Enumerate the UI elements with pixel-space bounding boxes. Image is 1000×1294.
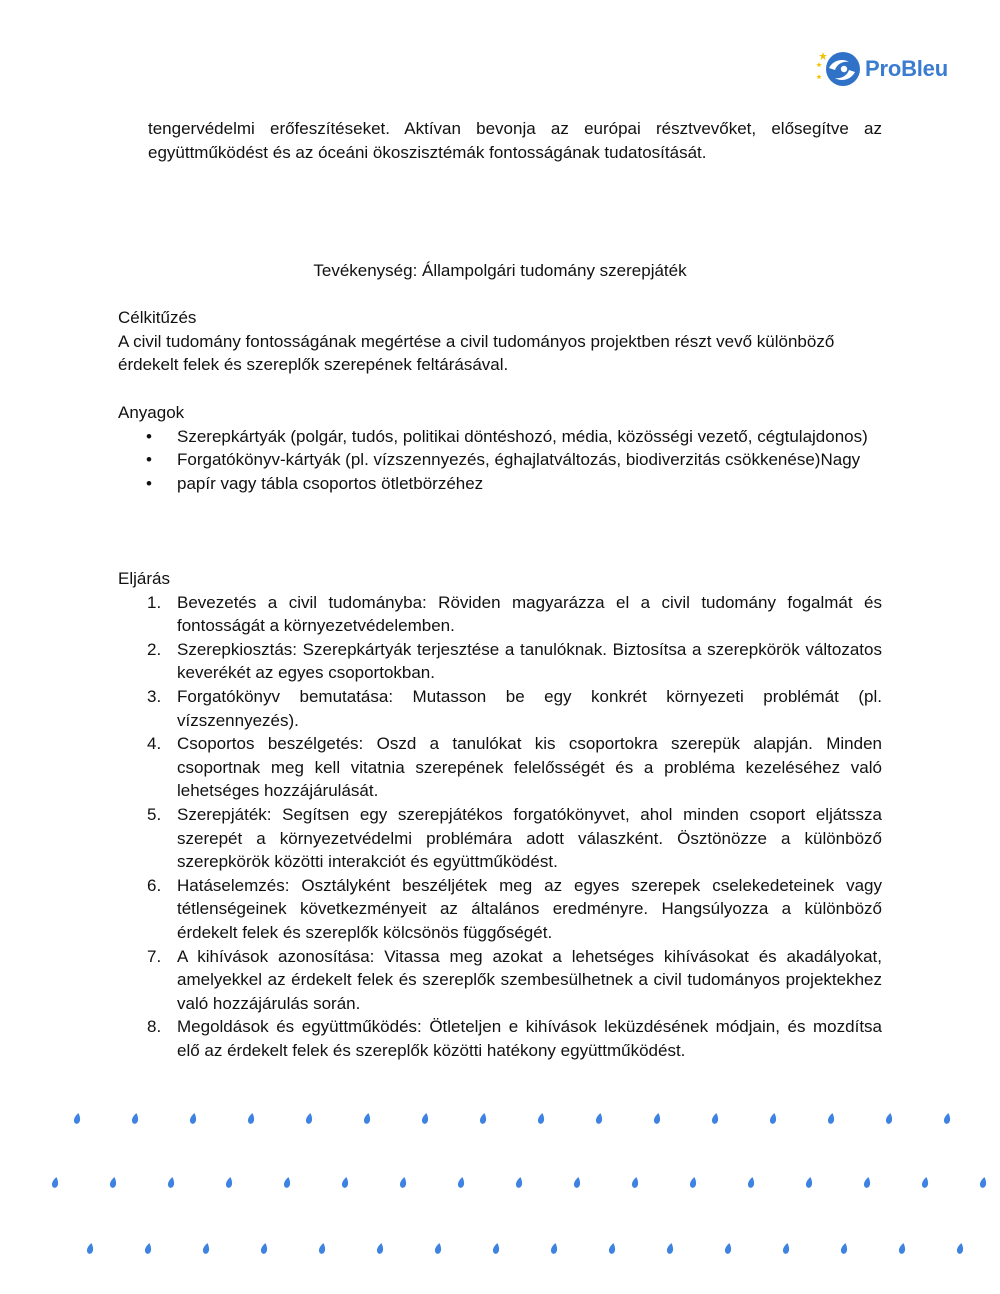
objective-text: A civil tudomány fontosságának megértése a civil tudományos projektben részt vevő különböző érdekelt felek és szereplők szerepének feltárásával.	[118, 331, 835, 375]
procedure-section	[118, 567, 882, 1062]
water-drop-icon	[318, 1243, 326, 1255]
water-drop-icon	[479, 1113, 487, 1125]
water-drop-icon	[666, 1243, 674, 1255]
water-drop-icon	[921, 1177, 929, 1189]
procedure-title: Eljárás	[118, 569, 170, 588]
water-drop-icon	[885, 1113, 893, 1125]
water-drop-icon	[399, 1177, 407, 1189]
water-drop-icon	[225, 1177, 233, 1189]
list-item: 6. Hatáselemzés: Osztályként beszéljétek meg az egyes szerepek cselekedeteinek vagy tétlenségeinek következményeit az általános eredményre. Hangsúlyozza a különböző érdekelt felek és szereplők kölcsönös függőségét.	[147, 875, 882, 942]
activity-title: Tevékenység: Állampolgári tudomány szerepjáték	[313, 261, 687, 280]
bullet-icon: •	[146, 426, 152, 446]
list-item: 2. Szerepkiosztás: Szerepkártyák terjesztése a tanulóknak. Biztosítsa a szerepkörök változatos keverékét az egyes csoportokban.	[147, 639, 882, 683]
logo-text: ProBleu	[865, 56, 948, 82]
intro-paragraph: tengervédelmi erőfeszítéseket. Aktívan bevonja az európai résztvevőket, elősegítve az együttműködést és az óceáni ökoszisztémák fontosságának tudatosítását.	[148, 119, 882, 162]
water-drop-icon	[492, 1243, 500, 1255]
water-drop-icon	[898, 1243, 906, 1255]
bullet-icon: •	[146, 450, 152, 470]
water-drop-icon	[631, 1177, 639, 1189]
list-item: • Szerepkártyák (polgár, tudós, politikai döntéshozó, média, közösségi vezető, cégtulajdonos)	[118, 425, 882, 449]
water-drop-icon	[202, 1243, 210, 1255]
list-item: 4. Csoportos beszélgetés: Oszd a tanulókat kis csoportokra szerepük alapján. Minden csoportnak meg kell vitatnia szerepének felelősségét és a probléma kezeléséhez való lehetséges hozzájárulását.	[147, 734, 882, 801]
water-drop-icon	[434, 1243, 442, 1255]
water-drop-icon	[144, 1243, 152, 1255]
list-item: 7. A kihívások azonosítása: Vitassa meg azokat a lehetséges kihívásokat és akadályokat, amelyekkel az érdekelt felek és szereplők szembesülhetnek a civil tudományos projektekhez való hozzájárulás során.	[147, 946, 882, 1013]
water-drop-icon	[109, 1177, 117, 1189]
water-drop-icon	[550, 1243, 558, 1255]
water-drop-icon	[782, 1243, 790, 1255]
water-drop-icon	[86, 1243, 94, 1255]
objective-title: Célkitűzés	[118, 308, 197, 327]
list-item: • papír vagy tábla csoportos ötletbörzéhez	[118, 472, 882, 496]
water-drop-icon	[573, 1177, 581, 1189]
water-drop-icon	[689, 1177, 697, 1189]
bullet-icon: •	[146, 473, 152, 493]
water-drop-icon	[805, 1177, 813, 1189]
water-drop-icon	[724, 1243, 732, 1255]
water-drop-icon	[979, 1177, 987, 1189]
water-drop-icon	[537, 1113, 545, 1125]
list-item: 5. Szerepjáték: Segítsen egy szerepjátékos forgatókönyvet, ahol minden csoport eljátssza szerepét a környezetvédelmi problémára adott válaszként. Ösztönözze a különböző szerepkörök közötti interakciót és együttműködést.	[147, 804, 882, 872]
water-drop-icon	[457, 1177, 465, 1189]
water-drop-icon	[305, 1113, 313, 1125]
water-drop-icon	[956, 1243, 964, 1255]
probleu-emblem-icon	[815, 48, 863, 90]
water-drop-icon	[840, 1243, 848, 1255]
water-drop-icon	[167, 1177, 175, 1189]
list-item: 3. Forgatókönyv bemutatása: Mutasson be egy konkrét környezeti problémát (pl. vízszennyezés).	[147, 686, 882, 730]
water-drop-icon	[653, 1113, 661, 1125]
list-item: • Forgatókönyv-kártyák (pl. vízszennyezés, éghajlatváltozás, biodiverzitás csökkenése)Nagy	[118, 448, 882, 472]
water-drop-icon	[283, 1177, 291, 1189]
water-drop-icon	[247, 1113, 255, 1125]
materials-title: Anyagok	[118, 403, 185, 422]
materials-section	[118, 401, 882, 495]
water-drop-icon	[363, 1113, 371, 1125]
water-drop-icon	[189, 1113, 197, 1125]
water-drop-icon	[747, 1177, 755, 1189]
water-drop-icon	[515, 1177, 523, 1189]
water-drop-icon	[260, 1243, 268, 1255]
list-item: 1. Bevezetés a civil tudományba: Röviden magyarázza el a civil tudomány fogalmát és fontosságát a környezetvédelemben.	[147, 592, 882, 636]
water-drop-icon	[341, 1177, 349, 1189]
probleu-logo	[815, 48, 965, 90]
objective-section	[118, 306, 882, 377]
water-drop-icon	[376, 1243, 384, 1255]
water-drop-icon	[769, 1113, 777, 1125]
water-drop-icon	[73, 1113, 81, 1125]
water-drop-icon	[595, 1113, 603, 1125]
water-drop-icon	[421, 1113, 429, 1125]
water-drop-icon	[863, 1177, 871, 1189]
materials-list	[118, 425, 882, 496]
water-drop-icon	[51, 1177, 59, 1189]
list-item: 8. Megoldások és együttműködés: Ötleteljen e kihívások leküzdésének módjain, és mozdítsa elő az érdekelt felek és szereplők közötti hatékony együttműködést.	[147, 1017, 882, 1060]
water-drop-icon	[711, 1113, 719, 1125]
water-drop-icon	[943, 1113, 951, 1125]
water-drop-icon	[827, 1113, 835, 1125]
water-drop-icon	[608, 1243, 616, 1255]
water-drop-icon	[131, 1113, 139, 1125]
procedure-steps	[118, 591, 882, 1063]
